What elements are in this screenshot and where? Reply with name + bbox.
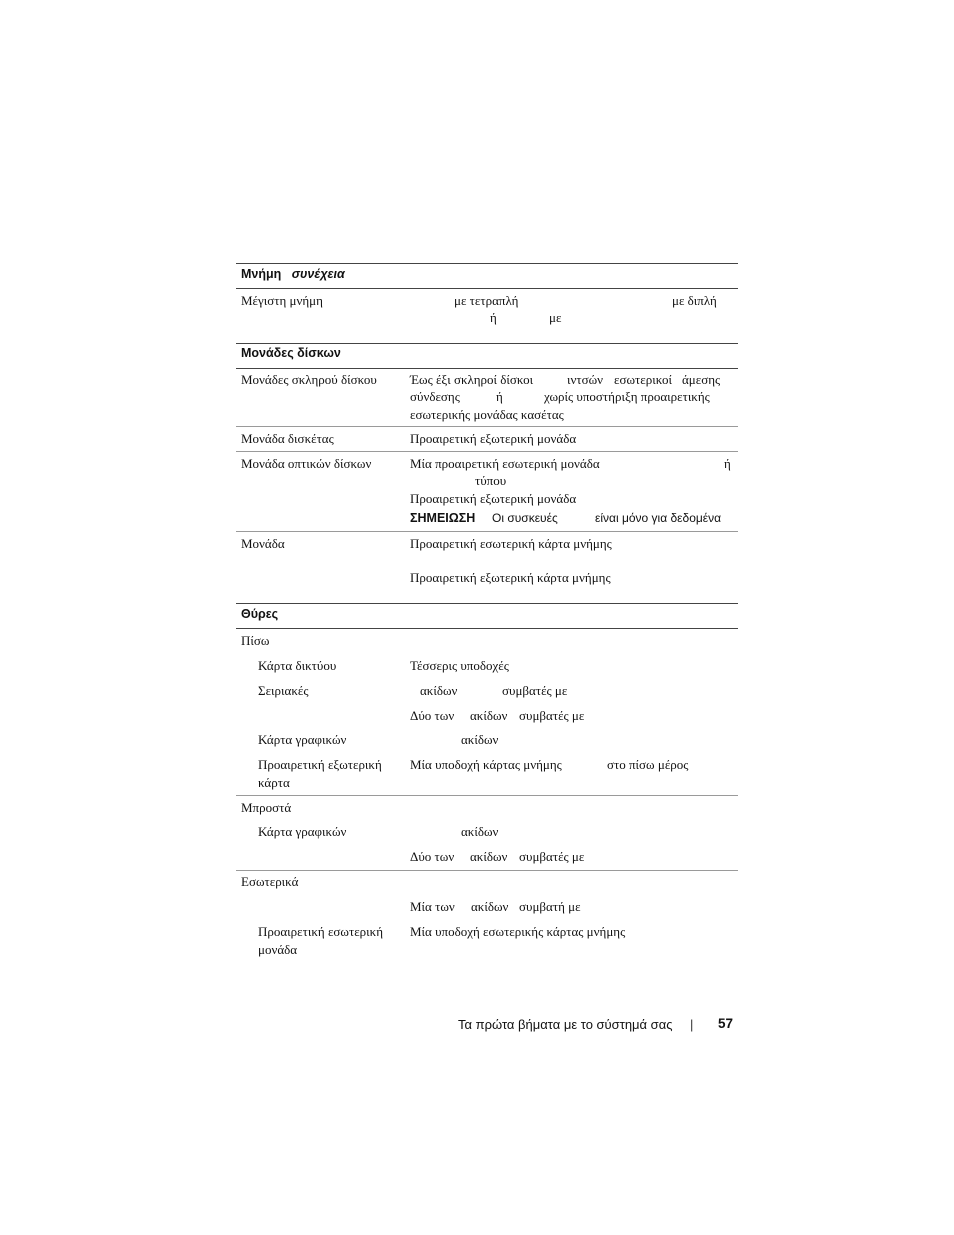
int-card-value: Μία υποδοχή εσωτερικής κάρτας μνήμης bbox=[410, 924, 626, 939]
hdd-text-l1b: ιντσών bbox=[567, 372, 604, 387]
row-label-vga-back: Κάρτα γραφικών bbox=[258, 732, 347, 747]
footer-text: Τα πρώτα βήματα με το σύστημά σας bbox=[458, 1017, 673, 1032]
front-usb-c: συμβατές με bbox=[519, 849, 585, 864]
unit-text-l2: Προαιρετική εξωτερική κάρτα μνήμης bbox=[410, 570, 611, 585]
front-usb-a: Δύο των bbox=[410, 849, 455, 864]
serial-text-l2c: συμβατές με bbox=[519, 708, 585, 723]
max-memory-text-a: με τετραπλή bbox=[454, 293, 519, 308]
group-label-back: Πίσω bbox=[241, 633, 270, 648]
serial-text-l2b: ακίδων bbox=[470, 708, 508, 723]
row-label-max-memory: Μέγιστη μνήμη bbox=[241, 293, 323, 308]
row-label-ext-card-1: Προαιρετική εξωτερική bbox=[258, 757, 382, 772]
serial-text-l1b: συμβατές με bbox=[502, 683, 568, 698]
row-label-int-card-2: μονάδα bbox=[258, 942, 298, 957]
vga-back-value: ακίδων bbox=[461, 732, 499, 747]
rule-drives-header bbox=[236, 368, 738, 369]
note-text-b: είναι μόνο για δεδομένα bbox=[595, 511, 722, 525]
rule-drives-top bbox=[236, 343, 738, 344]
page-number: 57 bbox=[718, 1016, 734, 1031]
hdd-text-l1c: εσωτερικοί bbox=[614, 372, 672, 387]
ext-card-value-a: Μία υποδοχή κάρτας μνήμης bbox=[410, 757, 562, 772]
row-label-vga-front: Κάρτα γραφικών bbox=[258, 824, 347, 839]
hdd-text-l1d: άμεσης bbox=[682, 372, 721, 387]
serial-text-l1a: ακίδων bbox=[420, 683, 458, 698]
row-label-ext-card-2: κάρτα bbox=[258, 775, 290, 790]
max-memory-text-b: με διπλή bbox=[672, 293, 717, 308]
int-usb-c: συμβατή με bbox=[519, 899, 581, 914]
unit-text-l1: Προαιρετική εσωτερική κάρτα μνήμης bbox=[410, 536, 612, 551]
memory-title: Μνήμη bbox=[241, 267, 282, 281]
optical-text-l2: τύπου bbox=[475, 473, 507, 488]
rule-memory-top bbox=[236, 263, 738, 264]
note-label: ΣΗΜΕΙΩΣΗ bbox=[410, 511, 476, 525]
row-label-int-card-1: Προαιρετική εσωτερική bbox=[258, 924, 383, 939]
vga-front-value: ακίδων bbox=[461, 824, 499, 839]
rule-ports-top bbox=[236, 603, 738, 604]
section-title-drives: Μονάδες δίσκων bbox=[241, 346, 341, 360]
floppy-value: Προαιρετική εξωτερική μονάδα bbox=[410, 431, 577, 446]
int-usb-a: Μία των bbox=[410, 899, 455, 914]
rule-after-floppy bbox=[236, 451, 738, 452]
optical-text-l1b: ή bbox=[724, 456, 731, 471]
row-label-serial: Σειριακές bbox=[258, 683, 309, 698]
optical-text-l1a: Μία προαιρετική εσωτερική μονάδα bbox=[410, 456, 600, 471]
front-usb-b: ακίδων bbox=[470, 849, 508, 864]
footer-separator: | bbox=[690, 1017, 694, 1032]
ext-card-value-b: στο πίσω μέρος bbox=[607, 757, 689, 772]
section-title-ports: Θύρες bbox=[241, 607, 279, 621]
hdd-text-l3: εσωτερικής μονάδας κασέτας bbox=[410, 407, 564, 422]
group-label-front: Μπροστά bbox=[241, 800, 292, 815]
optical-text-l3: Προαιρετική εξωτερική μονάδα bbox=[410, 491, 577, 506]
rule-after-optical bbox=[236, 531, 738, 532]
serial-text-l2a: Δύο των bbox=[410, 708, 455, 723]
row-label-unit: Μονάδα bbox=[241, 536, 285, 551]
row-label-optical: Μονάδα οπτικών δίσκων bbox=[241, 456, 372, 471]
group-label-internal: Εσωτερικά bbox=[241, 874, 299, 889]
rule-after-back bbox=[236, 795, 738, 796]
hdd-text-l1a: Έως έξι σκληροί δίσκοι bbox=[410, 372, 534, 387]
row-label-hard-drives: Μονάδες σκληρού δίσκου bbox=[241, 372, 377, 387]
hdd-text-l2c: χωρίς υποστήριξη προαιρετικής bbox=[544, 389, 710, 404]
rule-memory-header bbox=[236, 288, 738, 289]
rule-ports-header bbox=[236, 628, 738, 629]
nic-value: Τέσσερις υποδοχές bbox=[410, 658, 509, 673]
rule-after-hdd bbox=[236, 426, 738, 427]
int-usb-b: ακίδων bbox=[471, 899, 509, 914]
rule-after-front bbox=[236, 870, 738, 871]
memory-title-suffix: συνέχεια bbox=[291, 267, 345, 281]
optical-note bbox=[410, 509, 475, 527]
max-memory-text-c: ή bbox=[490, 310, 497, 325]
row-label-floppy: Μονάδα δισκέτας bbox=[241, 431, 334, 446]
hdd-text-l2a: σύνδεσης bbox=[410, 389, 460, 404]
section-title-memory bbox=[241, 266, 345, 283]
row-label-nic: Κάρτα δικτύου bbox=[258, 658, 337, 673]
hdd-text-l2b: ή bbox=[496, 389, 503, 404]
note-text-a: Οι συσκευές bbox=[492, 511, 558, 525]
max-memory-text-d: με bbox=[549, 310, 562, 325]
